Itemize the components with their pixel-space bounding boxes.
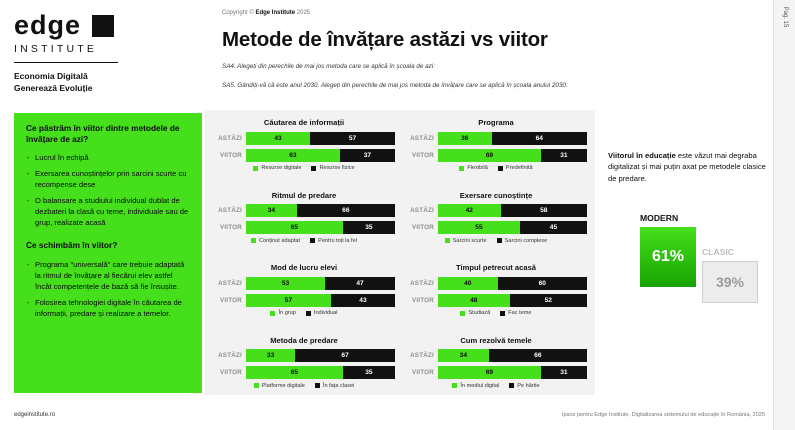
legend-swatch-icon — [500, 311, 505, 316]
list-item: - Folosirea tehnologiei digitale în căutarea de informații, predare și realizare a temelor. — [35, 297, 190, 319]
chart-row-today — [405, 349, 587, 363]
modern-block — [640, 227, 696, 287]
stacked-bar — [246, 349, 395, 362]
chart-exersare-cunostinte — [405, 191, 587, 258]
page-edge-strip — [773, 0, 795, 430]
legend-entry: Pentru toți la fel — [310, 238, 357, 244]
bar-segment: 53 — [246, 277, 325, 290]
legend-entry: Pe hârtie — [509, 383, 539, 389]
list-item: - Lucrul în echipă — [35, 152, 190, 163]
stacked-bar — [246, 221, 395, 234]
bar-segment: 58 — [501, 204, 587, 217]
brand-wordmark — [14, 12, 114, 39]
chart-row-today — [213, 349, 395, 363]
clasic-value: 39% — [715, 274, 745, 290]
copyright-post: 2025 — [295, 10, 311, 16]
legend-swatch-icon — [509, 383, 514, 388]
divider — [14, 62, 118, 63]
clasic-block — [702, 261, 758, 303]
chart-mod-de-lucru-elevi — [213, 263, 395, 330]
chart-ritmul-de-predare — [213, 191, 395, 258]
bar-segment: 48 — [438, 294, 510, 307]
legend-swatch-icon — [253, 166, 258, 171]
chart-row-today — [405, 204, 587, 218]
chart-legend — [405, 238, 587, 244]
row-label: VIITOR — [219, 224, 242, 232]
legend-swatch-icon — [270, 311, 275, 316]
modern-label: MODERN — [640, 213, 679, 223]
row-label: VIITOR — [411, 369, 434, 377]
chart-legend — [213, 238, 395, 244]
bar-segment: 65 — [246, 366, 343, 379]
insights-heading-keep: Ce păstrăm în viitor dintre metodele de învățare de azi? — [26, 123, 180, 145]
chart-cautarea-de-informatii — [213, 118, 395, 185]
legend-entry: În mediul digital — [452, 383, 499, 389]
bar-segment: 67 — [295, 349, 395, 362]
copyright-pre: Copyright © — [222, 10, 256, 16]
clasic-label: CLASIC — [702, 247, 734, 257]
stacked-bar — [438, 132, 587, 145]
legend-swatch-icon — [311, 166, 316, 171]
row-label: ASTĂZI — [218, 134, 242, 142]
chart-row-today — [213, 276, 395, 290]
bar-segment: 43 — [246, 132, 310, 145]
bar-segment: 31 — [541, 149, 587, 162]
chart-row-today — [213, 131, 395, 145]
row-label: ASTĂZI — [410, 207, 434, 215]
row-label: VIITOR — [411, 151, 434, 159]
bar-segment: 52 — [510, 294, 587, 307]
stacked-bar — [246, 366, 395, 379]
page-title: Metode de învățare astăzi vs viitor — [222, 28, 548, 51]
bar-segment: 40 — [438, 277, 498, 290]
chart-row-future — [405, 366, 587, 380]
commentary-bold: Viitorul în educație — [608, 151, 676, 160]
chart-row-today — [405, 276, 587, 290]
bar-segment: 57 — [310, 132, 395, 145]
legend-entry: În fața clasei — [315, 383, 354, 389]
bar-segment: 60 — [498, 277, 587, 290]
footer-website: edgeinstitute.ro — [14, 412, 56, 418]
legend-swatch-icon — [497, 238, 502, 243]
footer-source: Ipsos pentru Edge Institute, Digitalizarea sistemului de educație în România, 2025 — [561, 412, 765, 418]
copyright-brand: Edge Institute — [255, 10, 296, 16]
legend-swatch-icon — [306, 311, 311, 316]
stacked-bar — [438, 294, 587, 307]
stacked-bar — [246, 204, 395, 217]
brand-word-text: edge — [14, 10, 82, 40]
stacked-bar — [438, 366, 587, 379]
bar-segment: 55 — [438, 221, 520, 234]
legend-swatch-icon — [498, 166, 503, 171]
list-item: - O balansare a studiului individual dublat de dezbateri la clasă cu teme, individuale sau de grup, realizate acasă — [35, 195, 190, 228]
insights-list-keep — [35, 152, 190, 228]
list-item: - Exersarea cunoștințelor prin sarcini scurte cu recompense dese — [35, 168, 190, 190]
question-sa4: SA4. Alegeți din perechile de mai jos metoda care se aplică în școala de azi: — [222, 63, 435, 70]
chart-legend — [213, 383, 395, 389]
chart-legend — [405, 383, 587, 389]
chart-row-future — [213, 293, 395, 307]
legend-swatch-icon — [251, 238, 256, 243]
bar-segment: 66 — [297, 204, 395, 217]
stacked-bar — [438, 149, 587, 162]
modern-value: 61% — [651, 248, 685, 265]
bar-segment: 43 — [331, 294, 395, 307]
row-label: VIITOR — [219, 151, 242, 159]
bar-segment: 36 — [438, 132, 492, 145]
chart-legend — [213, 165, 395, 171]
bar-segment: 34 — [246, 204, 297, 217]
legend-swatch-icon — [445, 238, 450, 243]
brand-logo — [14, 12, 194, 95]
legend-swatch-icon — [459, 166, 464, 171]
bar-segment: 66 — [489, 349, 587, 362]
brand-tagline-line1: Economia Digitală — [14, 71, 88, 81]
chart-programa — [405, 118, 587, 185]
bar-segment: 64 — [492, 132, 587, 145]
legend-entry: Conținut adaptat — [251, 238, 300, 244]
legend-entry: Fac teme — [500, 310, 531, 316]
legend-entry: Predefinită — [498, 165, 533, 171]
chart-legend — [405, 310, 587, 316]
bar-segment: 47 — [325, 277, 395, 290]
bar-segment: 45 — [520, 221, 587, 234]
insights-panel — [14, 113, 202, 393]
chart-cum-rezolva-temele — [405, 336, 587, 389]
chart-row-future — [405, 221, 587, 235]
row-label: VIITOR — [411, 296, 434, 304]
brand-tagline-line2: Generează Evoluție — [14, 83, 93, 94]
bar-segment: 31 — [541, 366, 587, 379]
chart-timpul-petrecut-acasa — [405, 263, 587, 330]
legend-swatch-icon — [460, 311, 465, 316]
chart-title: Ritmul de predare — [271, 190, 337, 200]
legend-swatch-icon — [310, 238, 315, 243]
row-label: VIITOR — [219, 296, 242, 304]
stacked-bar — [438, 204, 587, 217]
legend-entry: Resurse fizice — [311, 165, 354, 171]
legend-swatch-icon — [254, 383, 259, 388]
stacked-bar — [246, 149, 395, 162]
bar-segment: 35 — [343, 366, 395, 379]
row-label: ASTĂZI — [410, 279, 434, 287]
chart-title: Timpul petrecut acasă — [455, 263, 537, 273]
row-label: VIITOR — [411, 224, 434, 232]
bar-segment: 63 — [246, 149, 340, 162]
row-label: VIITOR — [219, 369, 242, 377]
legend-entry: Individual — [306, 310, 338, 316]
stacked-bar — [246, 294, 395, 307]
chart-legend — [405, 165, 587, 171]
row-label: ASTĂZI — [218, 352, 242, 360]
chart-title: Cum rezolvă temele — [460, 335, 532, 345]
chart-metoda-de-predare — [213, 336, 395, 389]
legend-entry: Flexibilă — [459, 165, 488, 171]
copyright-line — [222, 10, 310, 16]
list-item: - Programa "universală" care trebuie adaptată la ritmul de învățare al fiecărui elev astfel încât competențele de bază să fie însușite. — [35, 259, 190, 292]
chart-row-today — [405, 131, 587, 145]
chart-title: Metoda de predare — [270, 335, 338, 345]
chart-row-future — [213, 148, 395, 162]
chart-row-future — [213, 366, 395, 380]
legend-entry: Studiază — [460, 310, 490, 316]
bar-segment: 69 — [438, 366, 541, 379]
legend-swatch-icon — [315, 383, 320, 388]
chart-title: Căutarea de informații — [263, 118, 345, 127]
row-label: ASTĂZI — [218, 279, 242, 287]
chart-legend — [213, 310, 395, 316]
bar-segment: 33 — [246, 349, 295, 362]
legend-entry: Sarcini scurte — [445, 238, 487, 244]
chart-title: Exersare cunoștințe — [459, 190, 533, 200]
legend-entry: Resurse digitale — [253, 165, 301, 171]
legend-entry: Sarcini complexe — [497, 238, 548, 244]
insights-list-change — [35, 259, 190, 319]
stacked-bar — [438, 221, 587, 234]
row-label: ASTĂZI — [218, 207, 242, 215]
page-number: Pag. 15 — [781, 6, 788, 28]
chart-row-future — [405, 293, 587, 307]
stacked-bar — [438, 349, 587, 362]
insights-heading-change: Ce schimbăm în viitor? — [26, 240, 118, 251]
bar-segment: 42 — [438, 204, 501, 217]
bar-segment: 34 — [438, 349, 489, 362]
charts-grid — [205, 110, 595, 395]
question-sa5: SA5. Gândiți-vă că este anul 2030. Alegeți din perechile de mai jos metoda de învățare care se aplică în școala anului 2030: — [222, 82, 568, 89]
bar-segment: 35 — [343, 221, 395, 234]
legend-swatch-icon — [452, 383, 457, 388]
chart-title: Mod de lucru elevi — [270, 263, 338, 273]
bar-segment: 57 — [246, 294, 331, 307]
bar-segment: 37 — [340, 149, 395, 162]
chart-title: Programa — [478, 118, 514, 127]
bar-segment: 65 — [246, 221, 343, 234]
commentary-rest: este văzut mai degraba digitalizat și mai puțin axat pe metodele clasice de predare. — [608, 151, 766, 183]
chart-row-today — [213, 204, 395, 218]
stacked-bar — [246, 132, 395, 145]
row-label: ASTĂZI — [410, 134, 434, 142]
brand-institute: INSTITUTE — [14, 43, 98, 55]
legend-entry: În grup — [270, 310, 295, 316]
modern-vs-clasic — [640, 213, 768, 333]
row-label: ASTĂZI — [410, 352, 434, 360]
stacked-bar — [246, 277, 395, 290]
commentary-text — [608, 150, 768, 184]
chart-row-future — [213, 221, 395, 235]
brand-square-icon — [92, 15, 114, 37]
stacked-bar — [438, 277, 587, 290]
legend-entry: Platforme digitale — [254, 383, 305, 389]
bar-segment: 69 — [438, 149, 541, 162]
chart-row-future — [405, 148, 587, 162]
